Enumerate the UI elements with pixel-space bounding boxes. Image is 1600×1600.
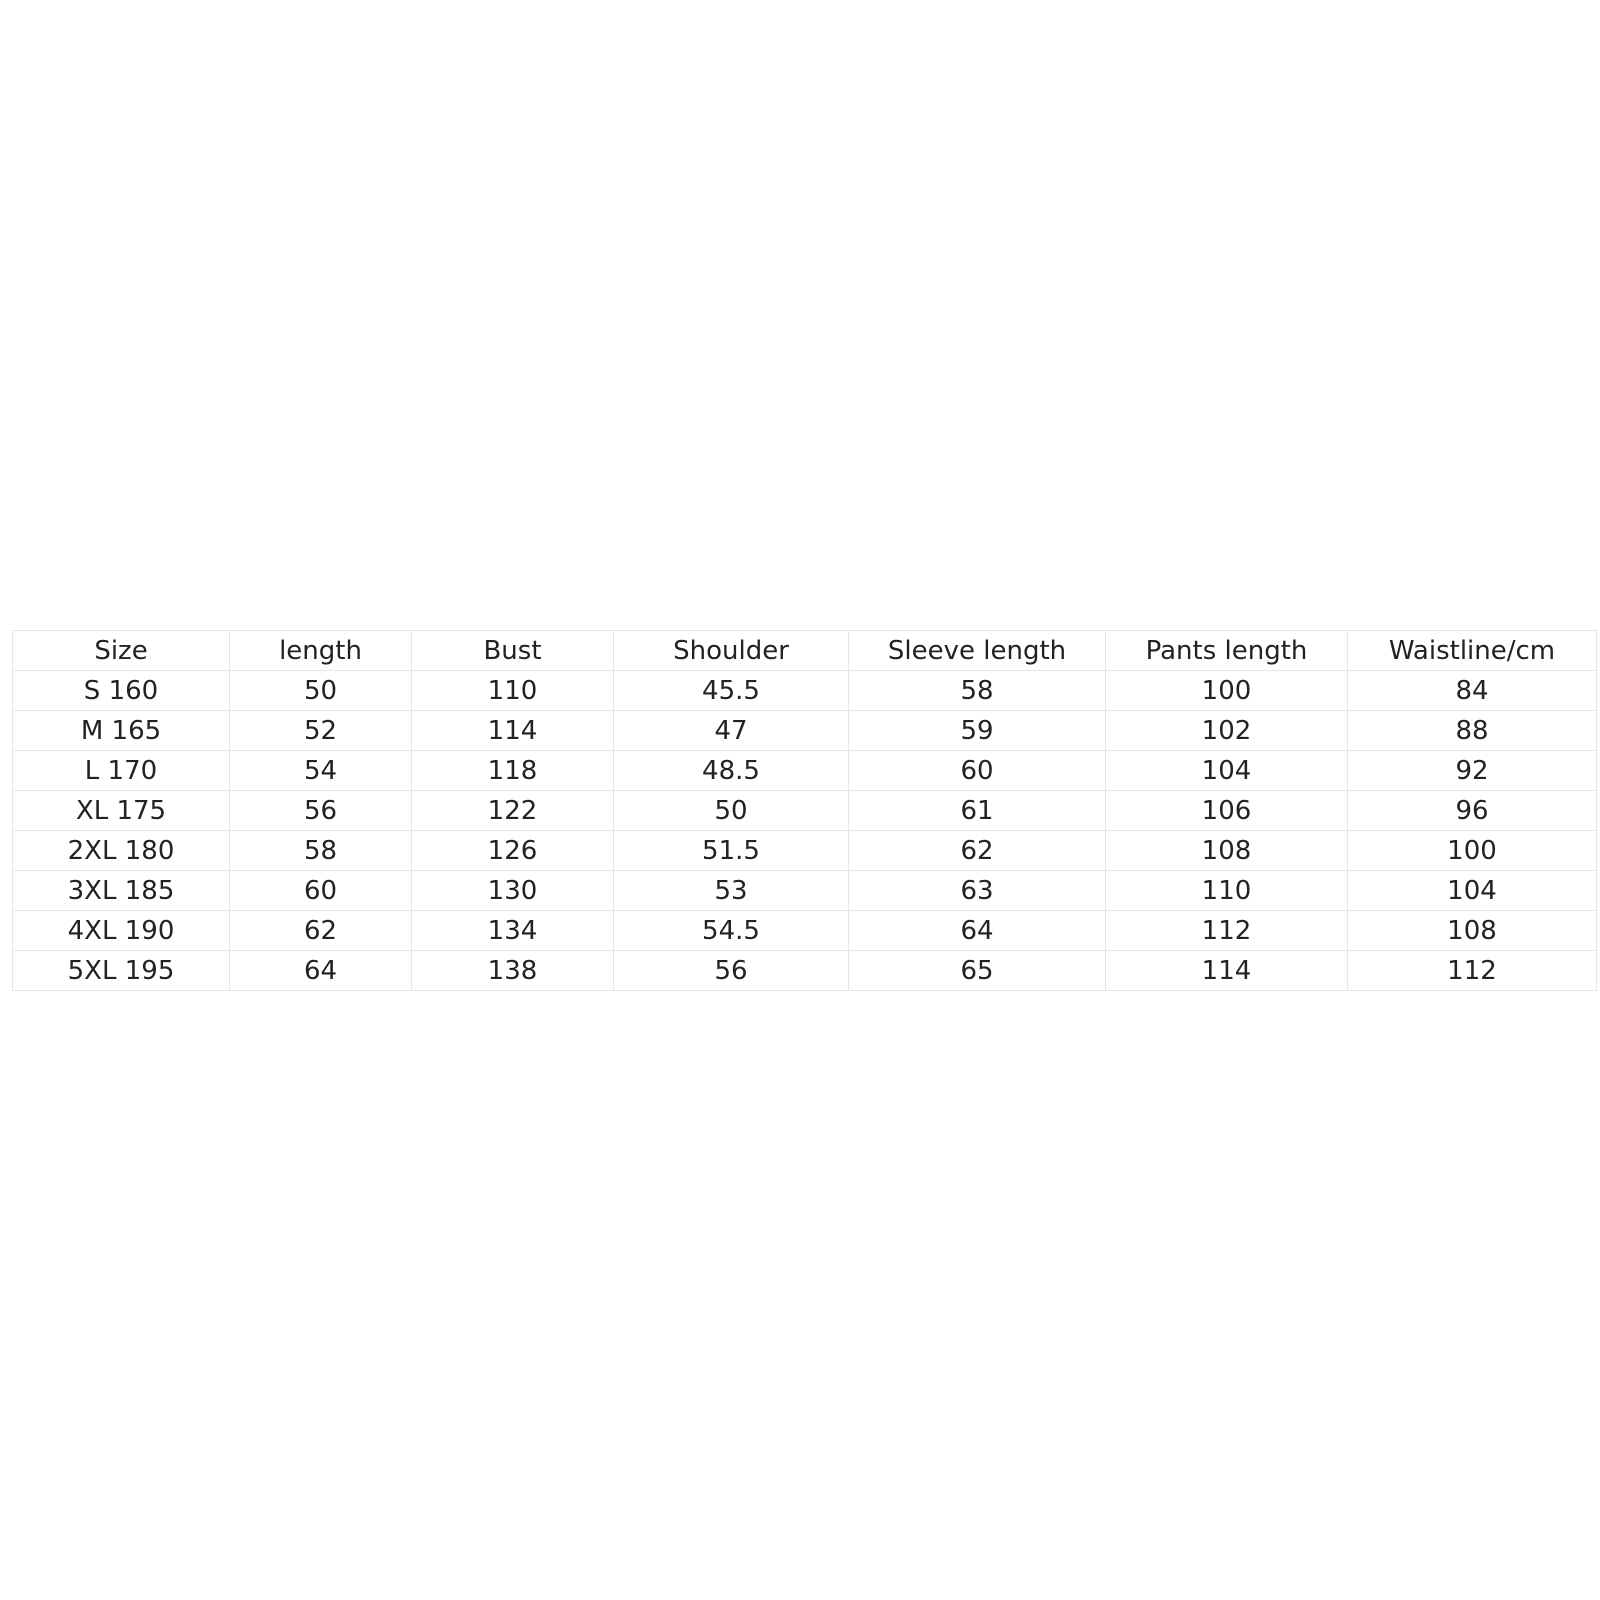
cell-bust: 118 (412, 751, 614, 791)
table-row (13, 711, 1597, 751)
cell-waistline: 112 (1348, 951, 1597, 991)
cell-waistline: 88 (1348, 711, 1597, 751)
table-row (13, 831, 1597, 871)
header-sleeve-length: Sleeve length (849, 631, 1106, 671)
cell-size: S 160 (13, 671, 230, 711)
cell-length: 62 (230, 911, 412, 951)
cell-shoulder: 51.5 (614, 831, 849, 871)
cell-size: 3XL 185 (13, 871, 230, 911)
cell-sleeve-length: 58 (849, 671, 1106, 711)
cell-bust: 110 (412, 671, 614, 711)
cell-waistline: 96 (1348, 791, 1597, 831)
cell-shoulder: 47 (614, 711, 849, 751)
cell-size: 5XL 195 (13, 951, 230, 991)
cell-sleeve-length: 61 (849, 791, 1106, 831)
table-row (13, 791, 1597, 831)
header-length: length (230, 631, 412, 671)
header-size: Size (13, 631, 230, 671)
cell-size: 2XL 180 (13, 831, 230, 871)
cell-length: 60 (230, 871, 412, 911)
cell-shoulder: 45.5 (614, 671, 849, 711)
cell-shoulder: 56 (614, 951, 849, 991)
cell-bust: 130 (412, 871, 614, 911)
cell-sleeve-length: 64 (849, 911, 1106, 951)
cell-length: 64 (230, 951, 412, 991)
table-row (13, 671, 1597, 711)
cell-length: 58 (230, 831, 412, 871)
table-row (13, 751, 1597, 791)
table-row (13, 911, 1597, 951)
header-pants-length: Pants length (1106, 631, 1348, 671)
cell-size: M 165 (13, 711, 230, 751)
cell-bust: 122 (412, 791, 614, 831)
header-shoulder: Shoulder (614, 631, 849, 671)
cell-sleeve-length: 65 (849, 951, 1106, 991)
header-waistline: Waistline/cm (1348, 631, 1597, 671)
cell-waistline: 92 (1348, 751, 1597, 791)
cell-waistline: 100 (1348, 831, 1597, 871)
cell-bust: 138 (412, 951, 614, 991)
cell-shoulder: 53 (614, 871, 849, 911)
table-row (13, 951, 1597, 991)
cell-bust: 126 (412, 831, 614, 871)
header-row (13, 631, 1597, 671)
cell-pants-length: 106 (1106, 791, 1348, 831)
cell-pants-length: 102 (1106, 711, 1348, 751)
table-row (13, 871, 1597, 911)
cell-sleeve-length: 60 (849, 751, 1106, 791)
cell-shoulder: 48.5 (614, 751, 849, 791)
cell-sleeve-length: 59 (849, 711, 1106, 751)
header-bust: Bust (412, 631, 614, 671)
cell-length: 56 (230, 791, 412, 831)
size-chart-table (12, 630, 1597, 991)
cell-pants-length: 114 (1106, 951, 1348, 991)
cell-size: XL 175 (13, 791, 230, 831)
cell-waistline: 108 (1348, 911, 1597, 951)
table-body (13, 671, 1597, 991)
cell-pants-length: 100 (1106, 671, 1348, 711)
cell-bust: 134 (412, 911, 614, 951)
cell-sleeve-length: 63 (849, 871, 1106, 911)
cell-length: 50 (230, 671, 412, 711)
cell-pants-length: 108 (1106, 831, 1348, 871)
cell-length: 52 (230, 711, 412, 751)
cell-pants-length: 110 (1106, 871, 1348, 911)
cell-sleeve-length: 62 (849, 831, 1106, 871)
cell-shoulder: 54.5 (614, 911, 849, 951)
cell-length: 54 (230, 751, 412, 791)
cell-bust: 114 (412, 711, 614, 751)
cell-size: L 170 (13, 751, 230, 791)
cell-waistline: 84 (1348, 671, 1597, 711)
cell-waistline: 104 (1348, 871, 1597, 911)
cell-shoulder: 50 (614, 791, 849, 831)
table-header (13, 631, 1597, 671)
cell-size: 4XL 190 (13, 911, 230, 951)
cell-pants-length: 112 (1106, 911, 1348, 951)
cell-pants-length: 104 (1106, 751, 1348, 791)
